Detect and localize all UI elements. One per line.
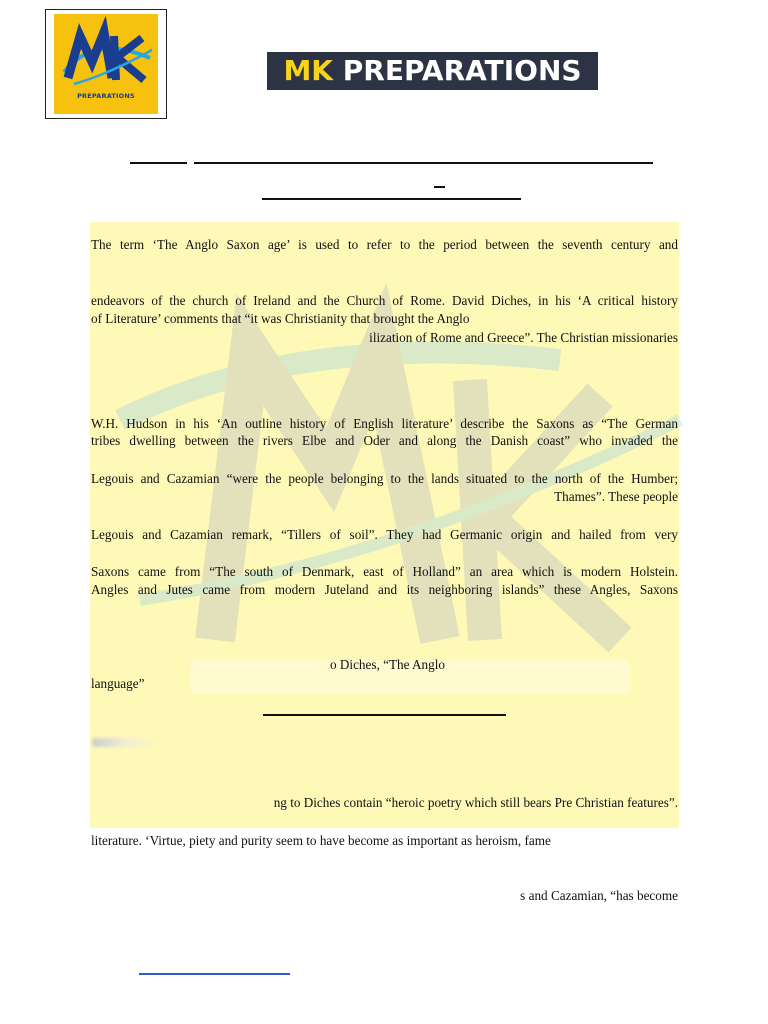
body-line: of Literature’ comments that “it was Christianity that brought the Anglo	[91, 311, 470, 326]
body-line: endeavors of the church of Ireland and the Church of Rome. David Diches, in his ‘A critical history	[91, 293, 678, 308]
body-line: ilization of Rome and Greece”. The Christian missionaries	[369, 330, 678, 345]
body-line: Thames”. These people	[554, 489, 678, 504]
body-line: tribes dwelling between the rivers Elbe and Oder and along the Danish coast” who invaded the	[91, 433, 678, 448]
link-underline[interactable]	[139, 973, 290, 975]
body-line: Legouis and Cazamian “were the people belonging to the lands situated to the north of the Humber;	[91, 471, 678, 486]
body-line: Angles and Jutes came from modern Juteland and its neighboring islands” these Angles, Saxons	[91, 582, 678, 597]
section-rule	[263, 714, 506, 716]
body-line: s and Cazamian, “has become	[520, 888, 678, 903]
body-line: literature. ‘Virtue, piety and purity seem to have become as important as heroism, fame	[91, 833, 551, 848]
body-line: ng to Diches contain “heroic poetry which still bears Pre Christian features”.	[273, 795, 678, 810]
body-line: Legouis and Cazamian remark, “Tillers of soil”. They had Germanic origin and hailed from very	[91, 527, 678, 542]
logo-text: PREPARATIONS	[77, 92, 135, 100]
body-line: The term ‘The Anglo Saxon age’ is used to refer to the period between the seventh century and	[91, 237, 678, 252]
blurred-text	[92, 738, 160, 747]
body-line: W.H. Hudson in his ‘An outline history of English literature’ describe the Saxons as “The German	[91, 416, 678, 431]
body-line: o Diches, “The Anglo	[330, 657, 445, 672]
body-line: language”	[91, 676, 145, 691]
brand-name: PREPARATIONS	[342, 54, 582, 87]
brand-prefix: MK	[283, 54, 333, 87]
body-line: Saxons came from “The south of Denmark, east of Holland” an area which is modern Holstein.	[91, 564, 678, 579]
